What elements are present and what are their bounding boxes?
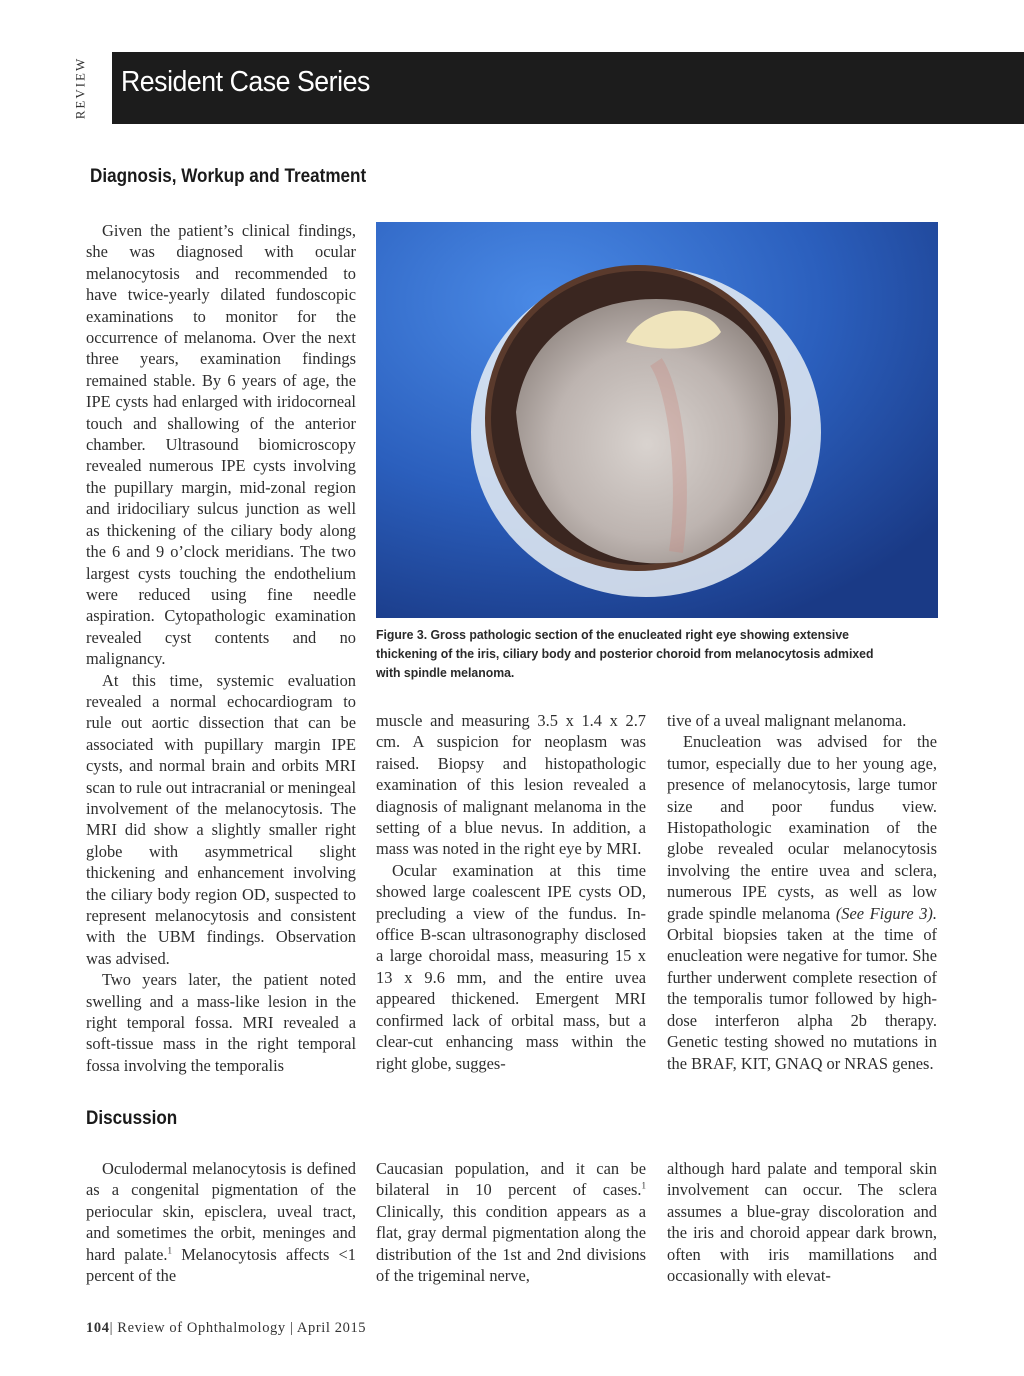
diagnosis-paragraph: Ocular examination at this time showed large coalescent IPE cysts OD, precluding a view of the fundus. In-office B-scan ultrasonography disclosed a large choroidal mass, measuring 15 x 13 x 9.6 mm, and the entire uvea appeared thickened. Emergent MRI confirmed lack of orbital mass, but a clear-cut enhancing mass within the right globe, sugges-: [376, 860, 646, 1073]
figure-reference: (See Figure 3).: [835, 903, 937, 923]
discussion-column-3: [667, 1158, 937, 1286]
page-title: Resident Case Series: [121, 66, 370, 98]
diagnosis-paragraph: Given the patient’s clinical findings, she was diagnosed with ocular melanocytosis and recommended to have twice-yearly dilated fundoscopic examinations to monitor for the occurrence of melanoma. Over the next three years, examination findings remained stable. By 6 years of age, the IPE cysts had enlarged with iridocorneal touch and shallowing of the anterior chamber. Ultrasound biomicroscopy revealed numerous IPE cysts involving the pupillary margin, mid-zonal region and iridociliary sulcus junction as well as thickening of the ciliary body along the 6 and 9 o’clock meridians. The two largest cysts touching the endothelium were reduced using fine needle aspiration. Cytopathologic examination revealed cyst contents and no malignancy.: [86, 221, 356, 669]
discussion-column-2: [376, 1158, 646, 1286]
footer-separator: |: [285, 1320, 297, 1336]
header-bar: [109, 52, 1024, 124]
diagnosis-column-1: [86, 220, 356, 1076]
discussion-paragraph: [376, 1158, 646, 1286]
figure-3-image: [376, 222, 938, 618]
diagnosis-paragraph: muscle and measuring 3.5 x 1.4 x 2.7 cm. A suspicion for neoplasm was raised. Biopsy and histopathologic examination of this lesion revealed a diagnosis of malignant melanoma in the setting of a blue nevus. In addition, a mass was noted in the right eye by MRI.: [376, 711, 646, 859]
page-footer: [86, 1320, 366, 1337]
paragraph-text: Melanocytosis affects <1 percent of the: [86, 1244, 356, 1286]
reference-number: 1: [167, 1245, 173, 1256]
paragraph-text: Oculodermal melanocytosis is defined as a congenital pigmentation of the periocular skin, episclera, uveal tract, and sometimes the orbit, meninges and hard palate.: [86, 1159, 356, 1264]
diagnosis-paragraph: Two years later, the patient noted swelling and a mass-like lesion in the right temporal fossa. MRI revealed a soft-tissue mass in the right temporal fossa involving the temporalis: [86, 970, 356, 1075]
journal-name: Review of Ophthalmology: [117, 1320, 286, 1336]
paragraph-text: Enucleation was advised for the tumor, especially due to her young age, presence of melanocytosis, large tumor size and poor fundus view. Histopathologic examination of the globe revealed ocular melanocytosis involving the entire uvea and sclera, numerous IPE cysts, as well as low grade spindle melanoma: [667, 732, 937, 923]
diagnosis-column-3: [667, 710, 937, 1074]
diagnosis-paragraph: tive of a uveal malignant melanoma.: [667, 711, 907, 730]
paragraph-text: Orbital biopsies taken at the time of enucleation were negative for tumor. She further underwent complete resection of the temporalis tumor followed by high-dose interferon alpha 2b therapy. Genetic testing showed no mutations in the BRAF, KIT, GNAQ or NRAS genes.: [667, 925, 937, 1073]
diagnosis-paragraph: [667, 731, 937, 1074]
discussion-heading: Discussion: [86, 1108, 178, 1129]
side-label: [60, 52, 100, 124]
discussion-paragraph: although hard palate and temporal skin involvement can occur. The sclera assumes a blue-gray discoloration and the iris and choroid appear dark brown, often with iris mamillations and occasionally with elevat-: [667, 1159, 937, 1286]
reference-number: 1: [641, 1180, 646, 1191]
figure-3-caption: Figure 3. Gross pathologic section of the enucleated right eye showing extensive thickening of the iris, ciliary body and posterior choroid from melanocytosis admixed with spindle melanoma.: [376, 627, 874, 680]
side-label-text: REVIEW: [72, 56, 88, 120]
paragraph-text: Caucasian population, and it can be bilateral in 10 percent of cases.: [376, 1159, 646, 1200]
diagnosis-heading: Diagnosis, Workup and Treatment: [90, 166, 367, 187]
diagnosis-column-2: [376, 710, 646, 1074]
issue-date: April 2015: [296, 1320, 367, 1336]
discussion-paragraph: [86, 1158, 356, 1286]
paragraph-text: Clinically, this condition appears as a flat, gray dermal pigmentation along the distribution of the 1st and 2nd divisions of the trigeminal nerve,: [376, 1201, 646, 1286]
footer-separator: |: [109, 1320, 118, 1336]
page-number: 104: [86, 1320, 110, 1336]
diagnosis-paragraph: At this time, systemic evaluation revealed a normal echocardiogram to rule out aortic dissection that can be associated with pupillary margin IPE cysts, and normal brain and orbits MRI scan to rule out intracranial or meningeal involvement of the melanocytosis. The MRI did show a slightly smaller right globe with asymmetrical slight thickening and enhancement involving the ciliary body region OD, suspected to represent melanocytosis and consistent with the UBM findings. Observation was advised.: [86, 670, 356, 968]
discussion-column-1: [86, 1158, 356, 1286]
